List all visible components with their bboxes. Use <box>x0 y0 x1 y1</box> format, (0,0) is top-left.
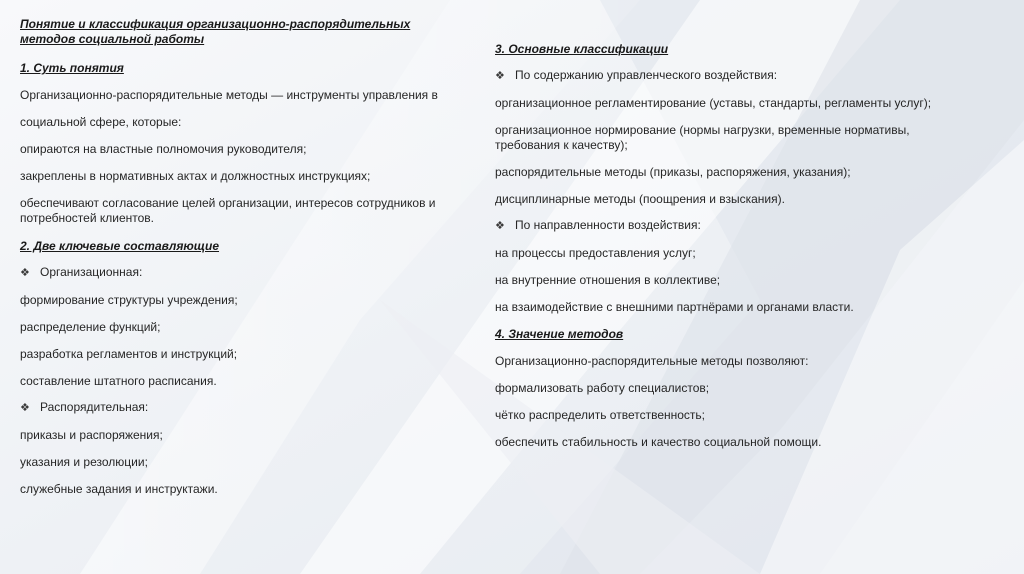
organizational-item: формирование структуры учреждения; <box>20 293 238 307</box>
organizational-bullet <box>20 265 142 280</box>
section-3-heading: 3. Основные классификации <box>495 42 669 56</box>
diamond-bullet-icon: ❖ <box>495 69 505 82</box>
dispositive-bullet <box>20 400 148 415</box>
slide-title: Понятие и классификация организационно-распорядительных методов социальной работы <box>20 17 411 46</box>
content-item: дисциплинарные методы (поощрения и взыскания). <box>495 192 785 206</box>
section-4-heading: 4. Значение методов <box>495 327 624 341</box>
section-4-item: обеспечить стабильность и качество социальной помощи. <box>495 435 822 449</box>
dispositive-item: приказы и распоряжения; <box>20 428 163 442</box>
dispositive-item: указания и резолюции; <box>20 455 148 469</box>
dispositive-item: служебные задания и инструктажи. <box>20 482 218 496</box>
direction-item: на процессы предоставления услуг; <box>495 246 696 260</box>
section-2-heading: 2. Две ключевые составляющие <box>20 239 220 253</box>
content-item: организационное регламентирование (уставы, стандарты, регламенты услуг); <box>495 96 932 110</box>
content-classification-label: По содержанию управленческого воздействия: <box>515 68 778 82</box>
organizational-label: Организационная: <box>40 265 143 279</box>
direction-item: на взаимодействие с внешними партнёрами и органами власти. <box>495 300 854 314</box>
diamond-bullet-icon: ❖ <box>495 219 505 232</box>
section-4-item: чётко распределить ответственность; <box>495 408 706 422</box>
section-1-item: опираются на властные полномочия руководителя; <box>20 142 307 156</box>
diamond-bullet-icon: ❖ <box>20 401 30 414</box>
diamond-bullet-icon: ❖ <box>20 266 30 279</box>
section-1-intro: Организационно-распорядительные методы — инструменты управления в <box>20 88 438 102</box>
direction-classification-bullet <box>495 218 701 233</box>
content-item: распорядительные методы (приказы, распоряжения, указания); <box>495 165 851 179</box>
direction-item: на внутренние отношения в коллективе; <box>495 273 721 287</box>
section-4-item: формализовать работу специалистов; <box>495 381 710 395</box>
section-1-heading: 1. Суть понятия <box>20 61 124 75</box>
organizational-item: распределение функций; <box>20 320 161 334</box>
organizational-item: составление штатного расписания. <box>20 374 217 388</box>
content-classification-bullet <box>495 68 777 83</box>
direction-classification-label: По направленности воздействия: <box>515 218 701 232</box>
dispositive-label: Распорядительная: <box>40 400 149 414</box>
organizational-item: разработка регламентов и инструкций; <box>20 347 238 361</box>
section-1-item: закреплены в нормативных актах и должностных инструкциях; <box>20 169 371 183</box>
section-1-intro-continued: социальной сфере, которые: <box>20 115 182 129</box>
section-1-item: обеспечивают согласование целей организации, интересов сотрудников и потребностей клиентов. <box>20 196 436 225</box>
section-4-intro: Организационно-распорядительные методы позволяют: <box>495 354 809 368</box>
content-item: организационное нормирование (нормы нагрузки, временные нормативы, требования к качеству); <box>495 123 910 152</box>
